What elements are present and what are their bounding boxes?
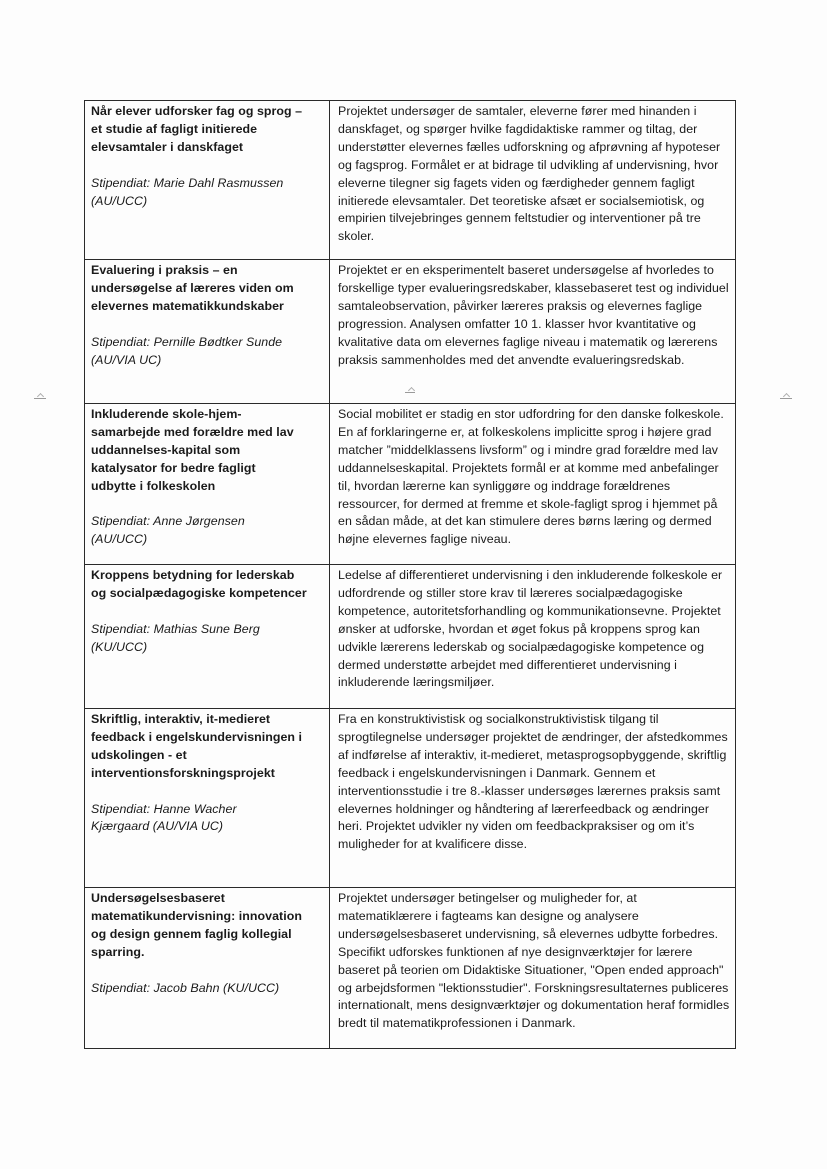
project-title: Kroppens betydning for lederskab og socialpædagogiske kompetencer [91, 568, 307, 600]
fellow-name: Stipendiat: Anne Jørgensen (AU/UCC) [91, 514, 245, 547]
fellow-name: Stipendiat: Mathias Sune Berg (KU/UCC) [91, 621, 260, 654]
project-title: Undersøgelsesbaseret matematikundervisning: innovation og design gennem faglig kollegial sparring. [91, 891, 302, 959]
fellow-name: Stipendiat: Jacob Bahn (KU/UCC) [91, 980, 280, 995]
project-description-cell [330, 260, 736, 404]
fellow-name: Stipendiat: Hanne Wacher Kjærgaard (AU/VIA UC) [91, 801, 237, 834]
project-info-cell [85, 709, 330, 888]
project-title: Når elever udforsker fag og sprog – et studie af fagligt initierede elevsamtaler i danskfaget [91, 104, 303, 154]
project-info-cell [85, 260, 330, 404]
project-description: Projektet er en eksperimentelt baseret undersøgelse af hvorledes to forskellige typer evalueringsredskaber, klassebaseret test og individuel samtaleobservation, påvirker læreres praksis og elevernes faglige progression. Analysen omfatter 10 1. klasser hvor kvantitative og kvalitative data om elevernes faglige niveau i matematik og lærerens praksis sammenholdes med det anvendte evalueringsredskab. [338, 263, 729, 367]
fellow-name: Stipendiat: Marie Dahl Rasmussen (AU/UCC) [91, 175, 284, 208]
table-row [85, 709, 736, 888]
table-row [85, 565, 736, 709]
project-description-cell [330, 404, 736, 565]
project-info-cell [85, 404, 330, 565]
project-description: Fra en konstruktivistisk og socialkonstruktivistisk tilgang til sprogtilegnelse undersøger projektet de ændringer, der afstedkommes af indførelse af interaktiv, it-medieret, metasprogsopbyggende, skriftlig feedback i engelskundervisningen i Danmark. Gennem et interventionsstudie i tre 8.-klasser undersøges lærernes praksis samt elevernes holdninger og håndtering af lærerfeedback og ændringer heri. Projektet udvikler ny viden om feedbackpraksiser og om it’s muligheder for at kvalificere disse. [338, 712, 728, 852]
project-description: Projektet undersøger de samtaler, eleverne fører med hinanden i danskfaget, og spørger hvilke fagdidaktiske rammer og tiltag, der understøtter elevernes fælles udforskning og afprøvning af hypoteser og fagsprog. Formålet er at bidrage til udvikling af undervisning, hvor eleverne tilegner sig fagets viden og færdigheder gennem fagligt initierede elevsamtaler. Det teoretiske afsæt er socialsemiotisk, og empirien tilvejebringes gennem feltstudier og interventioner på tre skoler. [338, 104, 721, 244]
project-description: Ledelse af differentieret undervisning i den inkluderende folkeskole er udfordrende og stiller store krav til læreres socialpædagogiske kompetence, autoritetsforhandling og kommunikationsevne. Projektet ønsker at udforske, hvordan et øget fokus på kroppens sprog kan udvikle lærerens lederskab og socialpædagogiske kompetence og dermed understøtte arbejdet med differentieret undervisning i inkluderende læringsmiljøer. [338, 568, 723, 690]
project-description-cell [330, 565, 736, 709]
project-description-cell [330, 709, 736, 888]
project-title: Skriftlig, interaktiv, it-medieret feedback i engelskundervisningen i udskolingen - et interventionsforskningsprojekt [91, 712, 303, 780]
projects-table [84, 100, 736, 1049]
project-info-cell [85, 888, 330, 1049]
scan-registration-mark-right [780, 398, 792, 399]
table-row [85, 888, 736, 1049]
project-description-cell [330, 888, 736, 1049]
project-title: Inkluderende skole-hjem- samarbejde med forældre med lav uddannelses-kapital som katalysator for bedre fagligt udbytte i folkeskolen [91, 407, 294, 493]
table-row [85, 404, 736, 565]
fellow-name: Stipendiat: Pernille Bødtker Sunde (AU/VIA UC) [91, 334, 283, 367]
table-row [85, 101, 736, 260]
project-info-cell [85, 565, 330, 709]
table-row [85, 260, 736, 404]
project-description: Social mobilitet er stadig en stor udfordring for den danske folkeskole. En af forklaringerne er, at folkeskolens implicitte sprog i højere grad matcher ”middelklassens livsform” og i mindre grad forældre med lav uddannelseskapital. Projektets formål er at komme med anbefalinger til, hvordan lærerne kan synliggøre og inddrage forældrenes ressourcer, for dermed at fremme et skole-fagligt sprog i hjemmet på en sådan måde, at det kan stimulere deres børns læring og dermed højne elevernes faglige niveau. [338, 407, 724, 547]
project-description: Projektet undersøger betingelser og muligheder for, at matematiklærere i fagteams kan designe og analysere undersøgelsesbaseret undervisning, så elevernes udbytte forbedres. Specifikt udforskes funktionen af nye designværktøjer for lærere baseret på teorien om Didaktiske Situationer, "Open ended approach" og arbejdsformen "lektionsstudier". Forskningsresultaternes publiceres internationalt, mens designværktøjer og dokumentation heraf formidles bredt til matematikprofessionen i Danmark. [338, 891, 730, 1031]
project-info-cell [85, 101, 330, 260]
project-description-cell [330, 101, 736, 260]
project-title: Evaluering i praksis – en undersøgelse af læreres viden om elevernes matematikkundskaber [91, 263, 294, 313]
scan-registration-mark-left [34, 398, 46, 399]
